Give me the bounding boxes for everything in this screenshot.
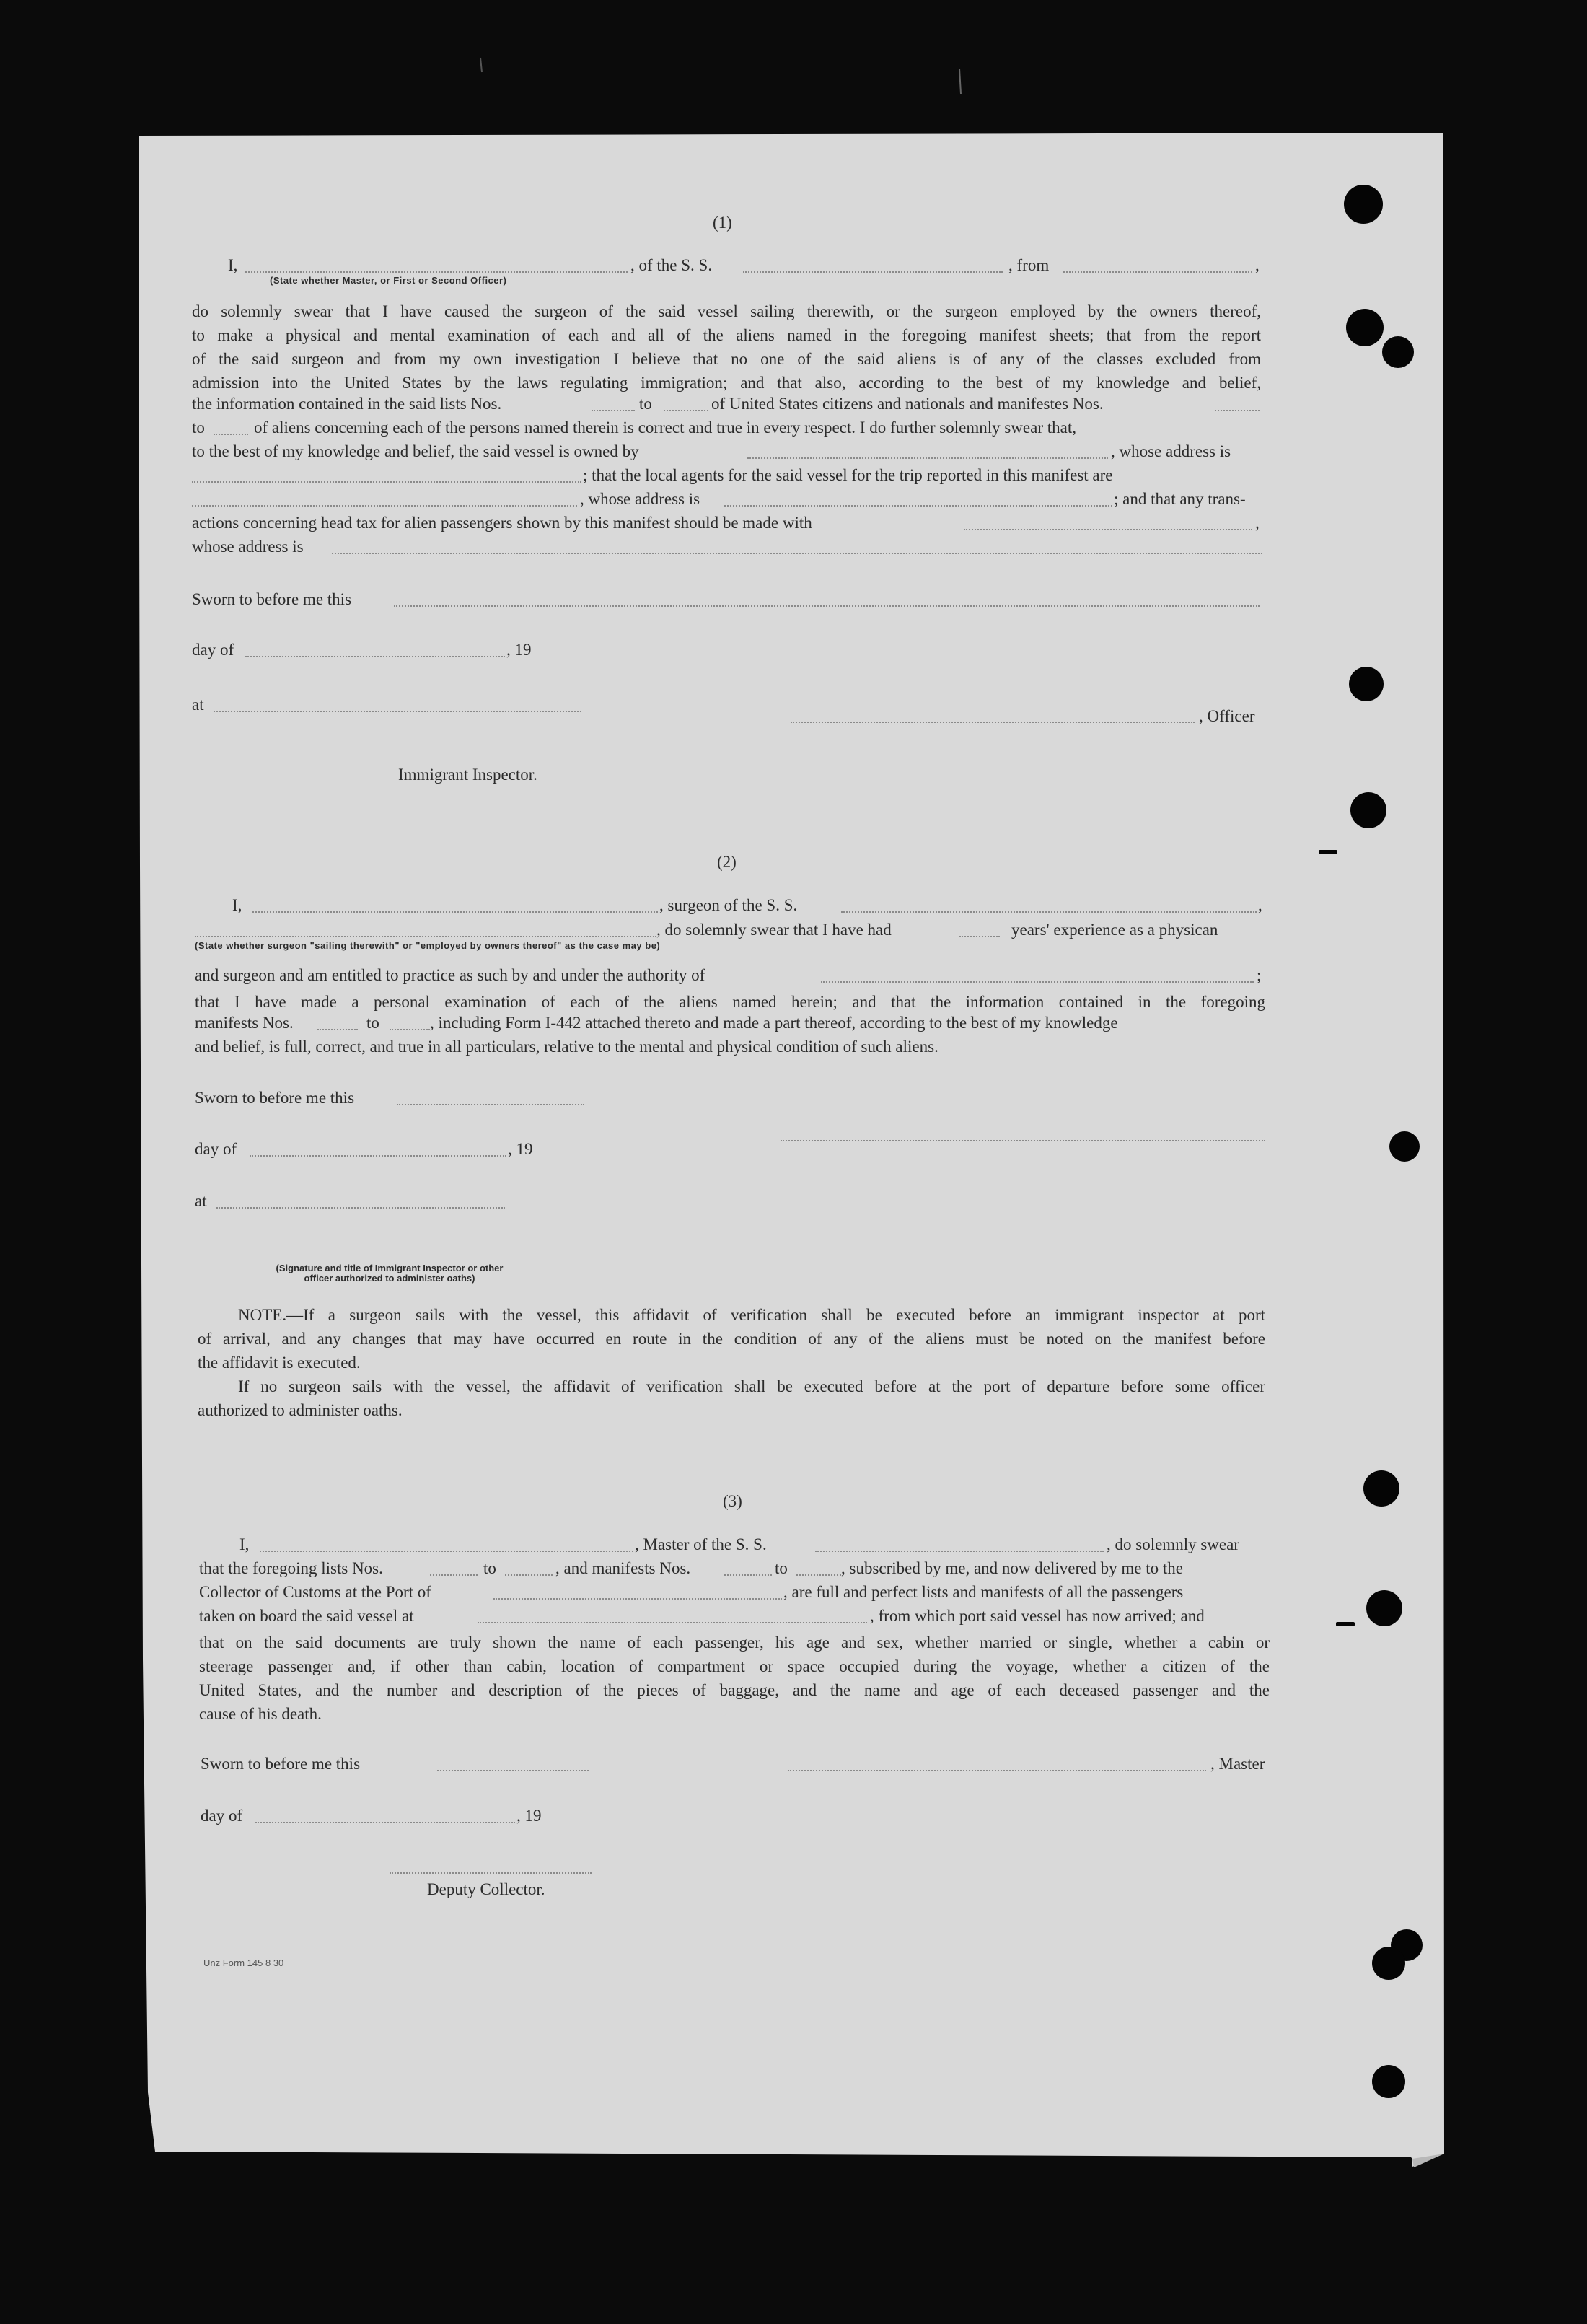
punch-hole-7 <box>1363 1470 1399 1507</box>
form-number: Unz Form 145 8 30 <box>203 1957 284 1968</box>
manifests-to-field-2 <box>390 1029 430 1030</box>
comma: , <box>1258 896 1262 914</box>
vessel-name-field <box>743 271 1003 273</box>
oath-line: to make a physical and mental examination of each and all of the aliens named in the foregoing manifest sheets; that from the report <box>192 326 1261 344</box>
at-field <box>214 711 581 712</box>
sworn-field-3 <box>437 1770 589 1771</box>
section2-intro-i: I, <box>232 896 242 914</box>
surgeon-line: that I have made a personal examination of each of the aliens named herein; and that the information contained in the foregoing <box>195 993 1265 1011</box>
master-line: cause of his death. <box>199 1705 322 1723</box>
arrived-label: , from which port said vessel has now arrived; and <box>870 1607 1205 1625</box>
note-line: the affidavit is executed. <box>198 1354 361 1372</box>
day-of-label: day of <box>201 1807 243 1825</box>
owner-field <box>747 457 1108 459</box>
from-port-field <box>1063 271 1252 273</box>
sworn-field <box>394 605 1260 607</box>
surgeon-name-field <box>252 911 658 913</box>
section3-text <box>199 1631 1270 1726</box>
note-paragraph <box>198 1303 1265 1374</box>
manifests-from-field-2 <box>317 1029 358 1030</box>
master-of-label: , Master of the S. S. <box>635 1535 767 1553</box>
lists-to-field-3 <box>505 1574 553 1576</box>
sworn-label: Sworn to before me this <box>201 1755 361 1773</box>
lists-from-field <box>592 410 635 411</box>
master-name-field <box>260 1551 633 1552</box>
officer-signature-field <box>791 722 1195 723</box>
whose-address-label: , whose address is <box>580 490 700 508</box>
head-tax-address-field <box>332 553 1262 554</box>
surgeon-vessel-field <box>841 911 1257 913</box>
to-label: to <box>366 1014 379 1032</box>
of-ss-label: , of the S. S. <box>630 256 713 274</box>
punch-hole-11 <box>1372 2065 1405 2098</box>
punch-hole-8 <box>1366 1590 1402 1626</box>
signature-field-2 <box>781 1140 1265 1141</box>
at-field-2 <box>216 1207 505 1209</box>
solemnly-label: , do solemnly swear that I have had <box>656 921 892 939</box>
from-label: , from <box>1008 256 1050 274</box>
manifests-from-field <box>1215 410 1260 411</box>
master-vessel-field <box>815 1551 1104 1552</box>
manifests-to-field <box>214 434 248 435</box>
punch-hole-3 <box>1382 336 1414 368</box>
comma: , <box>1255 256 1260 274</box>
section2-number: (2) <box>717 853 737 871</box>
oath-line-trans: ; and that any trans- <box>1114 490 1246 508</box>
day-field <box>245 656 505 657</box>
oath-line-address: whose address is <box>192 538 304 556</box>
oath-line-manifests: of United States citizens and nationals and manifestes Nos. <box>711 395 1104 413</box>
officer-note: (State whether Master, or First or Second Officer) <box>270 275 507 286</box>
form-line: , including Form I-442 attached thereto and made a part thereof, according to the best of my knowledge <box>430 1014 1118 1032</box>
deputy-signature-field <box>390 1872 592 1874</box>
master-line: that on the said documents are truly shown the name of each passenger, his age and sex, whether married or single, whether a cabin or <box>199 1634 1270 1652</box>
years-field <box>959 936 1000 937</box>
section3-intro-i: I, <box>239 1535 250 1553</box>
belief-line: and belief, is full, correct, and true in all particulars, relative to the mental and physical condition of such aliens. <box>195 1038 938 1056</box>
head-tax-field <box>964 529 1252 530</box>
oath-line: do solemnly swear that I have caused the surgeon of the said vessel sailing therewith, or the surgeon employed by the owners thereof, <box>192 302 1261 320</box>
day-of-label: day of <box>195 1140 237 1158</box>
year-label: , 19 <box>516 1807 542 1825</box>
punch-hole-4 <box>1349 667 1384 701</box>
oath-line: admission into the United States by the laws regulating immigration; and that also, according to the best of my knowledge and belief, <box>192 374 1261 392</box>
punch-hole-1 <box>1344 185 1383 224</box>
port-field <box>493 1598 782 1600</box>
collector-label: Collector of Customs at the Port of <box>199 1583 431 1601</box>
signature-note-line: (Signature and title of Immigrant Inspector or other <box>276 1263 504 1273</box>
surgeon-note: (State whether surgeon "sailing therewith" or "employed by owners thereof" as the case may be) <box>195 940 661 951</box>
oath-line-owned: to the best of my knowledge and belief, the said vessel is owned by <box>192 442 639 460</box>
oath-line-lists: the information contained in the said lists Nos. <box>192 395 502 413</box>
to-label: to <box>192 418 205 437</box>
surgeon-type-field <box>195 936 656 937</box>
section1-oath-text <box>192 299 1261 395</box>
agents-address-field <box>724 505 1112 507</box>
section1-number: (1) <box>713 214 732 232</box>
lists-to-field <box>664 410 708 411</box>
manifests-to-field-3 <box>796 1574 841 1576</box>
sworn-label: Sworn to before me this <box>192 590 352 608</box>
signature-note <box>216 1263 563 1284</box>
to-label: to <box>483 1559 496 1577</box>
deputy-label: Deputy Collector. <box>427 1880 545 1898</box>
year-label: , 19 <box>508 1140 533 1158</box>
master-line: United States, and the number and description of the pieces of baggage, and the name and age of each deceased passenger and the <box>199 1681 1270 1699</box>
years-label: years' experience as a physican <box>1011 921 1218 939</box>
section1-intro-i: I, <box>228 256 238 274</box>
signature-note-line: officer authorized to administer oaths) <box>304 1273 475 1284</box>
officer-name-field <box>245 271 628 273</box>
lists-from-field-3 <box>430 1574 478 1576</box>
section3-number: (3) <box>723 1492 742 1510</box>
swear-label: , do solemnly swear <box>1107 1535 1239 1553</box>
to-label: to <box>775 1559 788 1577</box>
master-label: , Master <box>1210 1755 1265 1773</box>
master-signature-field <box>788 1770 1206 1771</box>
oath-line-head-tax: actions concerning head tax for alien passengers shown by this manifest should be made with <box>192 514 812 532</box>
note2-paragraph <box>198 1374 1265 1422</box>
oath-line-agents: ; that the local agents for the said vessel for the trip reported in this manifest are <box>583 466 1113 484</box>
lists-label: that the foregoing lists Nos. <box>199 1559 383 1577</box>
authority-line: and surgeon and am entitled to practice as such by and under the authority of <box>195 966 705 984</box>
punch-hole-6 <box>1389 1131 1420 1162</box>
at-label: at <box>192 696 204 714</box>
subscribed-label: , subscribed by me, and now delivered by me to the <box>841 1559 1183 1577</box>
note-line: of arrival, and any changes that may have occurred en route in the condition of any of the aliens must be noted on the manifest before <box>198 1330 1265 1348</box>
taken-label: taken on board the said vessel at <box>199 1607 414 1625</box>
whose-address-label: , whose address is <box>1111 442 1231 460</box>
day-of-label: day of <box>192 641 234 659</box>
oath-line-aliens: of aliens concerning each of the persons named therein is correct and true in every respect. I do further solemnly swear that, <box>254 418 1076 437</box>
embark-port-field <box>478 1622 867 1623</box>
manifests-label: , and manifests Nos. <box>555 1559 691 1577</box>
manifests-label: manifests Nos. <box>195 1014 294 1032</box>
to-label: to <box>639 395 652 413</box>
note-line: authorized to administer oaths. <box>198 1401 403 1419</box>
inspector-label: Immigrant Inspector. <box>398 766 537 784</box>
owner-address-field <box>192 481 581 483</box>
dash-mark-1 <box>1319 850 1337 854</box>
day-field-2 <box>250 1155 506 1157</box>
surgeon-of-label: , surgeon of the S. S. <box>659 896 798 914</box>
agents-field <box>192 505 577 507</box>
punch-hole-10 <box>1372 1947 1405 1980</box>
note-line: If no surgeon sails with the vessel, the affidavit of verification shall be executed before at the port of departure before some officer <box>238 1377 1265 1395</box>
note-line: NOTE.—If a surgeon sails with the vessel, this affidavit of verification shall be executed before an immigrant inspector at port <box>238 1306 1265 1324</box>
sworn-field-2 <box>397 1104 584 1105</box>
section2-text <box>195 990 1265 1014</box>
punch-hole-2 <box>1346 309 1384 346</box>
oath-line: of the said surgeon and from my own investigation I believe that no one of the said aliens is of any of the classes excluded from <box>192 350 1261 368</box>
year-label: , 19 <box>506 641 532 659</box>
day-field-3 <box>255 1822 515 1823</box>
manifests-from-field-3 <box>724 1574 772 1576</box>
authority-field <box>821 981 1254 983</box>
master-line: steerage passenger and, if other than cabin, location of compartment or space occupied during the voyage, whether a citizen of the <box>199 1657 1270 1675</box>
semicolon: ; <box>1257 966 1262 984</box>
officer-label: , Officer <box>1199 707 1255 725</box>
comma: , <box>1255 514 1260 532</box>
sworn-label: Sworn to before me this <box>195 1089 355 1107</box>
punch-hole-5 <box>1350 792 1386 828</box>
perfect-lists-label: , are full and perfect lists and manifests of all the passengers <box>783 1583 1184 1601</box>
at-label: at <box>195 1192 207 1210</box>
dash-mark-2 <box>1336 1622 1355 1626</box>
